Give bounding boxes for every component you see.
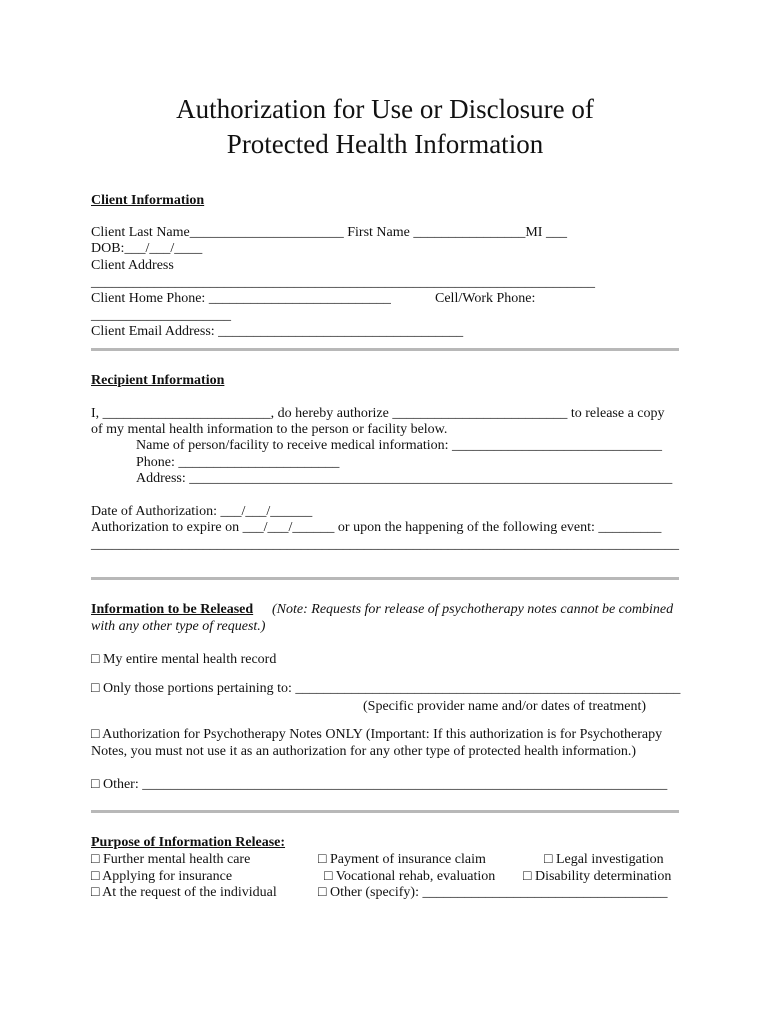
section-divider [91, 348, 679, 351]
expire-event-field[interactable]: ____________________________________________________________________________________ [91, 537, 679, 552]
recipient-address-field[interactable]: Address: _____________________________________________________________________ [136, 471, 673, 486]
recipient-name-field[interactable]: Name of person/facility to receive medical information: ______________________________ [136, 438, 663, 453]
portions-hint: (Specific provider name and/or dates of treatment) [363, 699, 646, 714]
section-divider [91, 810, 679, 813]
form-title-line2: Protected Health Information [226, 129, 544, 159]
recipient-phone-field[interactable]: Phone: _______________________ [136, 455, 340, 470]
release-note: (Note: Requests for release of psychotherapy notes cannot be combined [272, 602, 674, 617]
release-info-heading: Information to be Released [91, 602, 254, 617]
option-portions-checkbox[interactable]: □ Only those portions pertaining to: _______________________________________________________ [91, 681, 681, 696]
client-info-heading: Client Information [91, 193, 205, 208]
client-home-phone-field[interactable]: Client Home Phone: __________________________ [91, 291, 391, 306]
purpose-legal-investigation-checkbox[interactable]: □ Legal investigation [544, 852, 664, 867]
authorization-date-field[interactable]: Date of Authorization: ___/___/______ [91, 504, 313, 519]
form-title-line1: Authorization for Use or Disclosure of [176, 94, 594, 124]
purpose-insurance-claim-checkbox[interactable]: □ Payment of insurance claim [318, 852, 486, 867]
purpose-applying-insurance-checkbox[interactable]: □ Applying for insurance [91, 869, 233, 884]
purpose-other-checkbox[interactable]: □ Other (specify): ___________________________________ [318, 885, 668, 900]
recipient-info-heading: Recipient Information [91, 373, 225, 388]
purpose-individual-request-checkbox[interactable]: □ At the request of the individual [91, 885, 277, 900]
psychotherapy-note: Notes, you must not use it as an authorization for any other type of protected health information.) [91, 744, 637, 759]
release-note-cont: with any other type of request.) [91, 619, 266, 634]
purpose-further-care-checkbox[interactable]: □ Further mental health care [91, 852, 251, 867]
client-dob-field[interactable]: DOB:___/___/____ [91, 241, 203, 256]
client-address-label: Client Address [91, 258, 174, 273]
purpose-disability-checkbox[interactable]: □ Disability determination [523, 869, 672, 884]
option-psychotherapy-checkbox[interactable]: □ Authorization for Psychotherapy Notes ONLY (Important: If this authorization is for Psychotherapy [91, 727, 663, 742]
client-cell-phone-field[interactable]: ____________________ [91, 308, 231, 323]
authorization-expire-field[interactable]: Authorization to expire on ___/___/______ or upon the happening of the following event: _________ [91, 520, 662, 535]
client-address-field[interactable]: ________________________________________________________________________ [91, 275, 595, 290]
option-entire-record-checkbox[interactable]: □ My entire mental health record [91, 652, 277, 667]
client-name-field[interactable]: Client Last Name______________________ First Name ________________MI ___ [91, 225, 567, 240]
section-divider [91, 577, 679, 580]
authorization-statement[interactable]: I, ________________________, do hereby authorize _________________________ to release a copy [91, 406, 665, 421]
client-cell-phone-label: Cell/Work Phone: [435, 291, 536, 306]
authorization-statement-cont: of my mental health information to the person or facility below. [91, 422, 448, 437]
option-other-checkbox[interactable]: □ Other: ___________________________________________________________________________ [91, 777, 668, 792]
client-email-field[interactable]: Client Email Address: ___________________________________ [91, 324, 464, 339]
purpose-heading: Purpose of Information Release: [91, 835, 286, 850]
purpose-vocational-rehab-checkbox[interactable]: □ Vocational rehab, evaluation [324, 869, 496, 884]
